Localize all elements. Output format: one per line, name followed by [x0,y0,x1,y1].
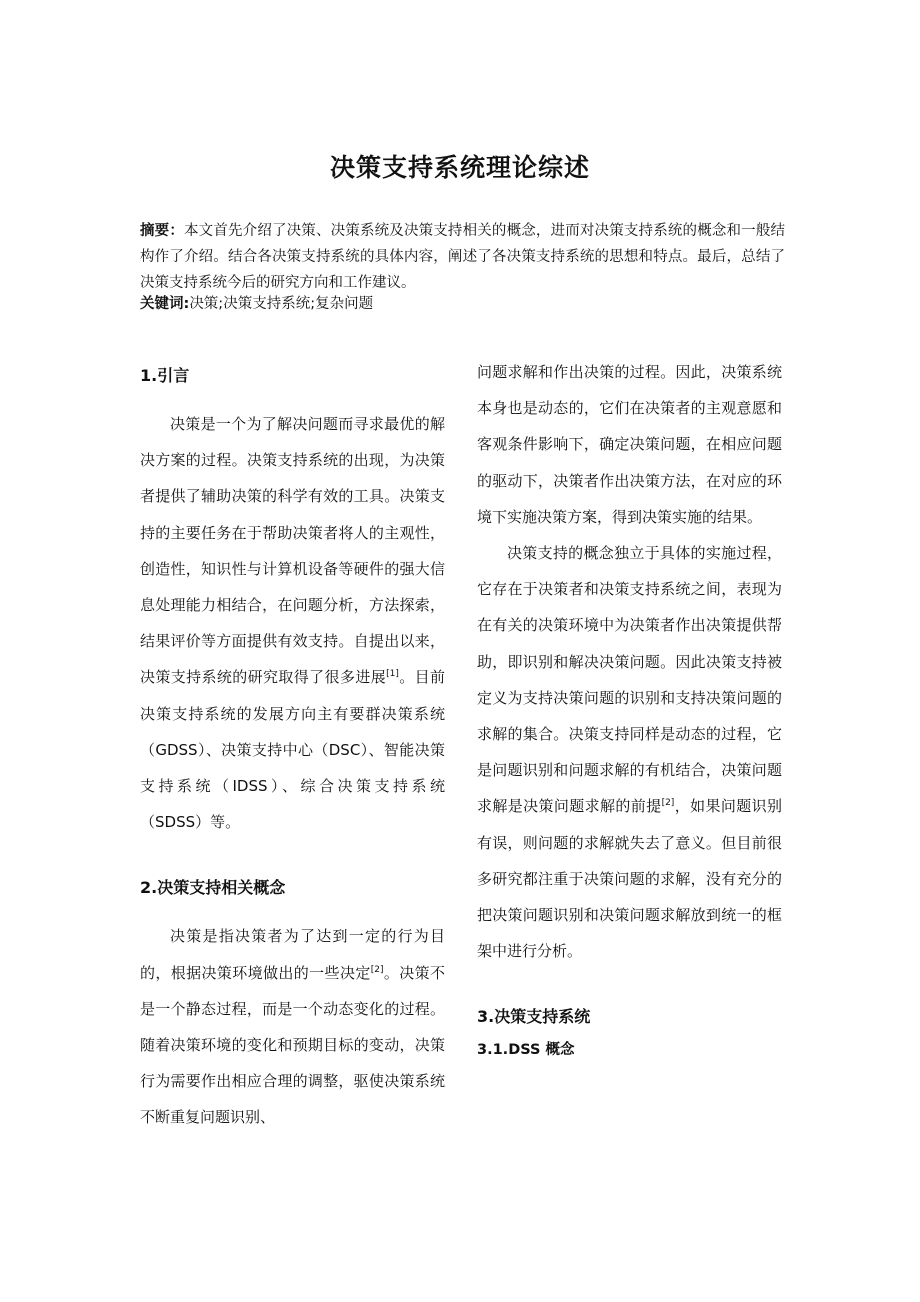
paper-title: 决策支持系统理论综述 [329,153,590,182]
section-heading-intro: 1.引言 [140,366,190,385]
abstract-label: 摘要： [140,223,184,239]
citation-ref: [2] [370,964,384,975]
concepts-paragraph-1 [140,918,445,1135]
abstract-text: 本文首先介绍了决策、决策系统及决策支持相关的概念，进而对决策支持系统的概念和一般结构作了介绍。结合各决策支持系统的具体内容，阐述了各决策支持系统的思想和特点。最后，总结了决策支持系统今后的研究方向和工作建议。 [140,223,786,291]
concepts-text-b: 。决策不是一个静态过程，而是一个动态变化的过程。随着决策环境的变化和预期目标的变动，决策行为需要作出相应合理的调整，驱使决策系统不断重复问题识别、 [140,963,445,1127]
intro-text-a: 决策是一个为了解决问题而寻求最优的解决方案的过程。决策支持系统的出现，为决策者提供了辅助决策的科学有效的工具。决策支持的主要任务在于帮助决策者将人的主观性，创造性，知识性与计算机设备等硬件的强大信息处理能力相结合，在问题分析，方法探索，结果评价等方面提供有效支持。自提出以来，决策支持系统的研究取得了很多进展 [140,415,445,687]
right-column [477,354,782,1065]
section-heading-concepts: 2.决策支持相关概念 [140,878,286,898]
left-column [140,358,445,1136]
intro-paragraph [140,406,445,840]
keywords-text: 决策;决策支持系统;复杂问题 [189,296,374,312]
intro-text-b: 。目前决策支持系统的发展方向主有要群决策系统（GDSS）、决策支持中心（DSC）、智能决策支持系统（IDSS）、综合决策支持系统（SDSS）等。 [140,668,445,832]
section-heading-dss: 3.决策支持系统 [477,1007,591,1027]
concepts-p2-text-b: ，如果问题识别有误，则问题的求解就失去了意义。但目前很多研究都注重于决策问题的求解，没有充分的把决策问题识别和决策问题求解放到统一的框架中进行分析。 [477,797,782,961]
concepts-p2-text-a: 决策支持的概念独立于具体的实施过程，它存在于决策者和决策支持系统之间，表现为在有关的决策环境中为决策者作出决策提供帮助，即识别和解决决策问题。因此决策支持被定义为支持决策问题的识别和支持决策问题的求解的集合。决策支持同样是动态的过程，它是问题识别和问题求解的有机结合，决策问题求解是决策问题求解的前提 [477,544,782,816]
concepts-paragraph-2 [477,535,782,969]
citation-ref: [1] [386,669,399,680]
keywords [140,291,785,317]
keywords-label: 关键词: [140,296,190,312]
subsection-heading-dss-concept: 3.1.DSS 概念 [477,1042,575,1059]
abstract [140,218,785,296]
citation-ref: [2] [661,798,675,809]
concepts-paragraph-1-continued: 问题求解和作出决策的过程。因此，决策系统本身也是动态的，它们在决策者的主观意愿和客观条件影响下，确定决策问题，在相应问题的驱动下，决策者作出决策方法，在对应的环境下实施决策方案，得到决策实施的结果。 [477,363,782,526]
concepts-text-a: 决策是指决策者为了达到一定的行为目的，根据决策环境做出的一些决定 [140,927,445,982]
